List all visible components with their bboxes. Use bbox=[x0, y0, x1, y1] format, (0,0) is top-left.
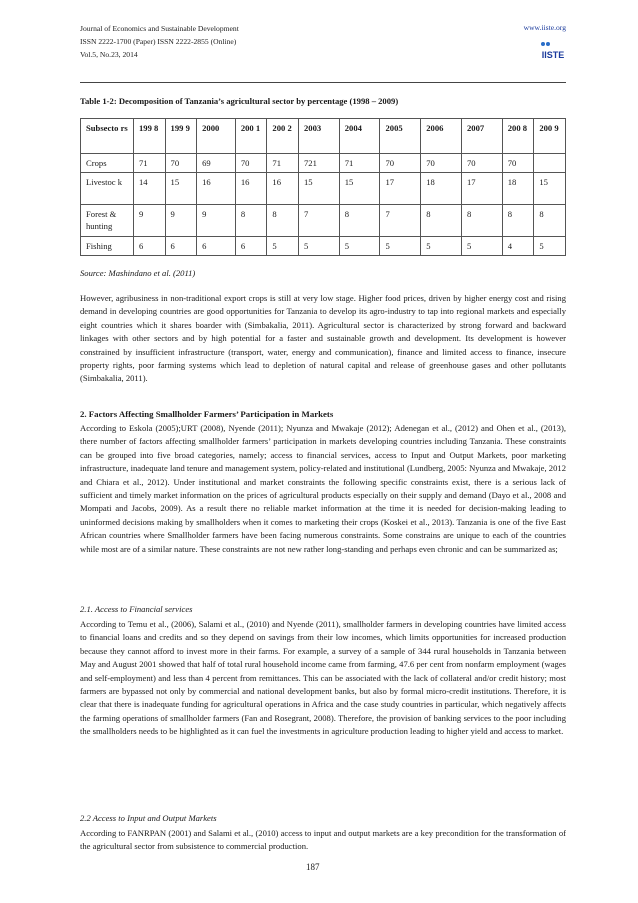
table-cell: 8 bbox=[267, 205, 299, 237]
table-cell: 71 bbox=[267, 154, 299, 173]
table-cell: 7 bbox=[380, 205, 421, 237]
iiste-logo bbox=[539, 41, 567, 63]
table-cell: 5 bbox=[380, 237, 421, 256]
subsection-heading-financial: 2.1. Access to Financial services bbox=[80, 604, 193, 614]
sector-decomposition-table bbox=[80, 118, 566, 256]
header-cell: 200 1 bbox=[235, 119, 267, 154]
table-cell: 71 bbox=[133, 154, 165, 173]
table-cell: 15 bbox=[165, 173, 197, 205]
header-cell: 2004 bbox=[339, 119, 380, 154]
table-cell: 5 bbox=[534, 237, 566, 256]
table-cell: 15 bbox=[298, 173, 339, 205]
journal-url-link[interactable]: www.iiste.org bbox=[523, 23, 566, 32]
header-cell: 2007 bbox=[461, 119, 502, 154]
table-cell: 14 bbox=[133, 173, 165, 205]
table-cell: 6 bbox=[235, 237, 267, 256]
header-cell: 2003 bbox=[298, 119, 339, 154]
table-cell: 9 bbox=[197, 205, 236, 237]
table-cell: 16 bbox=[267, 173, 299, 205]
table-cell: 7 bbox=[298, 205, 339, 237]
table-cell: 16 bbox=[197, 173, 236, 205]
paragraph-factors: According to Eskola (2005);URT (2008), Nyende (2011); Nyunza and Mwakaje (2012); Adenegan et al., (2012) and Ohen et al., (2013), there number of factors affecting smallholder farmers’ participation in markets developing countries including Tanzania. These constraints can be grouped into five broad categories, namely; access to financial services, access to Input and Output Markets, poor marketing infrastructure, inadequate land tenure and management system, policy-related and institutional (Lundberg, 2005: Nyunza and Mwakaje, 2012 and Chiara et al., 2012). Under institutional and market constraints the following specific constraints exist, there is a serious lack of sufficient and timely market information on the prices of agricultural products especially on their supply and demand (Dayo et al., 2008 and Mompati and Jacobs, 2009). As a result there no reliable market information at the time it is needed for decision-making leading to uninformed decisions making by smallholders when it comes to marketing their crops (Koskei et al., 2013). Tanzania is one of the five East African countries where Smallholder farmers have been facing numerous constraints. Some constrains are unique to each of the countries while most are of a similar nature. These constraints are not new rather long-standing and perhaps even chronic and can be summarized as; bbox=[80, 423, 566, 554]
table-cell: 5 bbox=[421, 237, 462, 256]
table-cell: 8 bbox=[502, 205, 534, 237]
table-row-crops bbox=[81, 154, 566, 173]
table-cell: 8 bbox=[235, 205, 267, 237]
table-caption: Table 1-2: Decomposition of Tanzania’s agricultural sector by percentage (1998 – 2009) bbox=[80, 96, 399, 106]
table-cell: 15 bbox=[534, 173, 566, 205]
table-cell: 18 bbox=[421, 173, 462, 205]
header-cell: 2006 bbox=[421, 119, 462, 154]
table-cell: 5 bbox=[267, 237, 299, 256]
page-number: 187 bbox=[306, 862, 320, 872]
journal-name: Journal of Economics and Sustainable Development bbox=[80, 24, 239, 33]
table-cell: 70 bbox=[380, 154, 421, 173]
table-source-note: Source: Mashindano et al. (2011) bbox=[80, 268, 196, 278]
table-row-forest-hunting bbox=[81, 205, 566, 237]
table-cell: 70 bbox=[235, 154, 267, 173]
table-cell: Crops bbox=[81, 154, 134, 173]
header-cell: 200 8 bbox=[502, 119, 534, 154]
table-cell: 6 bbox=[197, 237, 236, 256]
volume-line: Vol.5, No.23, 2014 bbox=[80, 50, 138, 59]
table-header-row bbox=[81, 119, 566, 154]
table-cell: 69 bbox=[197, 154, 236, 173]
table-cell bbox=[534, 154, 566, 173]
table-cell: 70 bbox=[502, 154, 534, 173]
header-cell: 2000 bbox=[197, 119, 236, 154]
table-cell: 15 bbox=[339, 173, 380, 205]
table-cell: 4 bbox=[502, 237, 534, 256]
header-rule bbox=[80, 82, 566, 83]
header-cell: Subsecto rs bbox=[81, 119, 134, 154]
table-cell: 70 bbox=[165, 154, 197, 173]
header-cell: 199 9 bbox=[165, 119, 197, 154]
table-cell: 16 bbox=[235, 173, 267, 205]
table-cell: 8 bbox=[461, 205, 502, 237]
table-cell: 721 bbox=[298, 154, 339, 173]
header-cell: 199 8 bbox=[133, 119, 165, 154]
table-cell: 8 bbox=[534, 205, 566, 237]
table-cell: 6 bbox=[133, 237, 165, 256]
table-cell: 6 bbox=[165, 237, 197, 256]
table-cell: 8 bbox=[421, 205, 462, 237]
table-row-fishing bbox=[81, 237, 566, 256]
table-cell: 8 bbox=[339, 205, 380, 237]
table-cell: 18 bbox=[502, 173, 534, 205]
table-cell: 5 bbox=[461, 237, 502, 256]
table-cell: 9 bbox=[165, 205, 197, 237]
paragraph-financial-services: According to Temu et al., (2006), Salami et al., (2010) and Nyende (2011), smallholder farmers in developing countries have limited access to financial loans and credits and so they depend on savings from their low incomes, which limits opportunities for increased production because they cannot afford to invest more in their farms. For example, a survey of a sample of 344 rural households in Tanzania between May and August 2001 showed that half of total rural household income came from farming, 47.6 per cent from nonfarm employment (wages and self-employment) and less than 4 percent from remittances. This can be associated with the lack of collateral and/or credit history; most farmers are bypassed not only by commercial and national development banks, but also by formal micro-credit institutions. Therefore, it is clear that there is inadequate funding for agricultural operations in Africa and the case study countries in particular, which negatively affects the farming operations of smallholder farmers (Fan and Rosegrant, 2008). Therefore, the provision of banking services to the poor including the smallholders needs to be highlighted as it can fuel the investments in agriculture production leading to higher yield and access to market. bbox=[80, 619, 566, 737]
table-cell: 70 bbox=[461, 154, 502, 173]
table-cell: 5 bbox=[339, 237, 380, 256]
table-cell: 5 bbox=[298, 237, 339, 256]
subsection-heading-markets: 2.2 Access to Input and Output Markets bbox=[80, 813, 217, 823]
table-cell: 9 bbox=[133, 205, 165, 237]
svg-text:IISTE: IISTE bbox=[541, 50, 565, 60]
table-cell: Forest & hunting bbox=[81, 205, 134, 237]
table-cell: Livestoc k bbox=[81, 173, 134, 205]
header-cell: 200 9 bbox=[534, 119, 566, 154]
paragraph-markets: According to FANRPAN (2001) and Salami et al., (2010) access to input and output markets are a key precondition for the transformation of the agricultural sector from subsistence to commercial production. bbox=[80, 828, 566, 852]
table-cell: 70 bbox=[421, 154, 462, 173]
table-cell: Fishing bbox=[81, 237, 134, 256]
header-cell: 2005 bbox=[380, 119, 421, 154]
section-heading-factors: 2. Factors Affecting Smallholder Farmers’ Participation in Markets bbox=[80, 409, 334, 419]
header-cell: 200 2 bbox=[267, 119, 299, 154]
table-row-livestock bbox=[81, 173, 566, 205]
table-cell: 71 bbox=[339, 154, 380, 173]
paragraph-agribusiness: However, agribusiness in non-traditional export crops is still at very low stage. Higher food prices, driven by higher energy cost and rising demand in developing countries are good opportunities for Tanzania to develop its agro-industry to tap into regional markets and especially eight countries which it shares boarder with (Simbakalia, 2011). Agricultural sector is characterized by strong forward and backward linkages with other sectors and by high potential for a faster and sustainable growth and development. Its development is however constrained by insufficient infrastructure (transport, water, energy and communication), finance and limited access to finance, insecure property rights, poor farming systems which lead to depletion of natural capital and release of greenhouse gases and other pollutants (Simbakalia, 2011). bbox=[80, 293, 566, 384]
table-cell: 17 bbox=[461, 173, 502, 205]
table-cell: 17 bbox=[380, 173, 421, 205]
issn-line: ISSN 2222-1700 (Paper) ISSN 2222-2855 (Online) bbox=[80, 37, 237, 46]
